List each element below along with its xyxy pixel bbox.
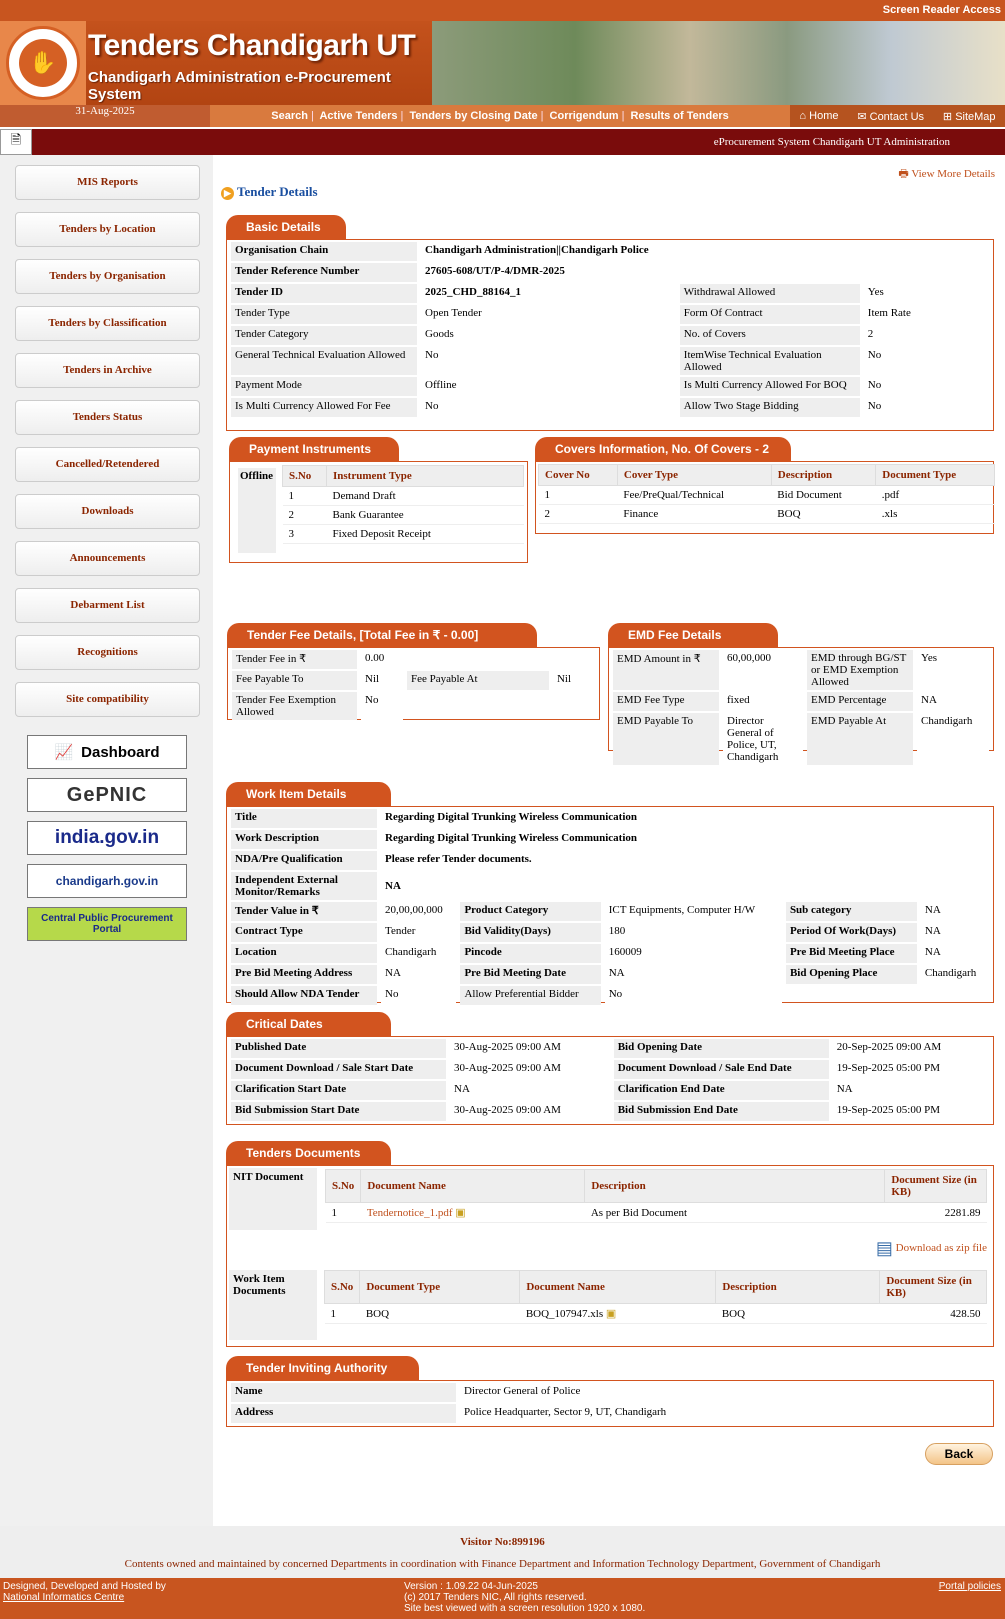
copyright: (c) 2017 Tenders NIC, All rights reserved.	[404, 1592, 587, 1603]
table-row: 2 Bank Guarantee	[283, 506, 524, 525]
critical-dates-tab: Critical Dates	[226, 1012, 391, 1036]
sidebar-tenders-by-classification[interactable]: Tenders by Classification	[15, 306, 200, 341]
table-row: 1 Demand Draft	[283, 487, 524, 506]
basic-details-panel: Organisation Chain Chandigarh Administration||Chandigarh Police Tender Reference Number 27605-608/UT/P-4/DMR-2025 Tender ID 2025_CHD_88164_1 Withdrawal Allowed Yes Tender Type Open Tender Form Of Contract Item Rate Tender Category Goods No. of Covers 2 General Technical Evaluation Allowed No ItemWise Technical Evaluation Allowed No Payment Mode Offline Is Multi Currency Allowed For BOQ No Is Multi Currency Allowed For Fee No Allow Two Stage Bidding No	[226, 239, 994, 431]
date-row: Document Download / Sale Start Date 30-Aug-2025 09:00 AM Document Download / Sale End Date 19-Sep-2025 05:00 PM	[231, 1060, 989, 1079]
tender-documents-panel	[226, 1165, 994, 1347]
work-item-tab: Work Item Details	[226, 782, 391, 806]
version: Version : 1.09.22 04-Jun-2025	[404, 1581, 538, 1592]
authority-panel: Name Director General of Police Address Police Headquarter, Sector 9, UT, Chandigarh	[226, 1380, 994, 1427]
date-row: Bid Submission Start Date 30-Aug-2025 09:00 AM Bid Submission End Date 19-Sep-2025 05:00 PM	[231, 1102, 989, 1121]
sidebar-tenders-status[interactable]: Tenders Status	[15, 400, 200, 435]
chart-icon: 📈	[54, 744, 74, 761]
document-icon: 🗎	[0, 129, 32, 155]
tender-fee-tab: Tender Fee Details, [Total Fee in ₹ - 0.00]	[227, 623, 537, 647]
nav-sitemap[interactable]: ⊞ SiteMap	[942, 110, 996, 123]
work-row: Should Allow NDA Tender No Allow Preferential Bidder No	[231, 986, 989, 1005]
basic-row: Tender Category Goods No. of Covers 2	[231, 326, 989, 345]
current-date: 31-Aug-2025	[0, 105, 210, 127]
payment-mode: Offline	[238, 468, 276, 553]
arrow-icon: ▶	[221, 187, 234, 200]
table-row: 1 BOQ BOQ_107947.xls ▣ BOQ 428.50	[325, 1304, 987, 1324]
zip-icon: ▤	[875, 1238, 893, 1258]
download-zip-link[interactable]: ▤ Download as zip file	[875, 1238, 987, 1258]
top-nav: 31-Aug-2025 Search | Active Tenders | Tenders by Closing Date | Corrigendum | Results of Tenders ⌂ Home ✉ Contact Us ⊞ SiteMap	[0, 105, 1005, 127]
owned-note: Contents owned and maintained by concerned Departments in coordination with Finance Department and Information Technology Department, Government of Chandigarh	[124, 1558, 881, 1570]
sidebar-downloads[interactable]: Downloads	[15, 494, 200, 529]
basic-row: General Technical Evaluation Allowed No ItemWise Technical Evaluation Allowed No	[231, 347, 989, 375]
basic-details-tab: Basic Details	[226, 215, 346, 239]
basic-row: Payment Mode Offline Is Multi Currency Allowed For BOQ No	[231, 377, 989, 396]
nit-table: S.No Document Name Description Document Size (in KB) 1 Tendernotice_1.pdf ▣ As per Bid Document 2281.89	[325, 1169, 987, 1223]
nav-closing-date[interactable]: Tenders by Closing Date	[409, 110, 538, 122]
nav-corrigendum[interactable]: Corrigendum	[549, 110, 619, 122]
payment-instruments-panel	[229, 461, 528, 563]
emd-fee-panel: EMD Amount in ₹ 60,00,000 EMD through BG/ST or EMD Exemption Allowed Yes EMD Fee Type fixed EMD Percentage NA EMD Payable To Director General of Police, UT, Chandigarh EMD Payable At Chandigarh	[608, 647, 994, 751]
home-icon: ⌂	[799, 110, 807, 122]
sitemap-icon: ⊞	[942, 110, 953, 123]
sidebar-tenders-in-archive[interactable]: Tenders in Archive	[15, 353, 200, 388]
dashboard-logo[interactable]: 📈 Dashboard	[27, 735, 187, 769]
certificate-icon[interactable]: ▣	[455, 1207, 466, 1219]
site-subtitle: Chandigarh Administration e-Procurement System	[88, 69, 391, 103]
chandigarh-admin-logo: ✋	[0, 21, 86, 105]
resolution-note: Site best viewed with a screen resolution 1920 x 1080.	[404, 1603, 646, 1614]
sidebar-mis-reports[interactable]: MIS Reports	[15, 165, 200, 200]
sidebar	[0, 155, 213, 1532]
site-title: Tenders Chandigarh UT	[88, 29, 416, 62]
table-row: 1 Fee/PreQual/Technical Bid Document .pdf	[539, 486, 995, 505]
sidebar-site-compatibility[interactable]: Site compatibility	[15, 682, 200, 717]
work-item-panel: Title Regarding Digital Trunking Wireless Communication Work Description Regarding Digital Trunking Wireless Communication NDA/Pre Qualification Please refer Tender documents. Independent External Monitor/Remarks NA Tender Value in ₹ 20,00,00,000 Product Category ICT Equipments, Computer H/W Sub category NA Contract Type Tender Bid Validity(Days) 180 Period Of Work(Days) NA Location Chandigarh Pincode 160009 Pre Bid Meeting Place NA Pre Bid Meeting Address NA Pre Bid Meeting Date NA Bid Opening Place Chandigarh Should Allow NDA Tender No Allow Preferential Bidder No	[226, 806, 994, 1003]
cppp-logo[interactable]: Central Public Procurement Portal	[27, 907, 187, 941]
basic-row: Tender ID 2025_CHD_88164_1 Withdrawal Allowed Yes	[231, 284, 989, 303]
sidebar-announcements[interactable]: Announcements	[15, 541, 200, 576]
nav-search[interactable]: Search	[271, 110, 308, 122]
main-content	[213, 155, 1005, 1532]
nav-home[interactable]: ⌂ Home	[799, 110, 839, 122]
footer-bar	[0, 1578, 1005, 1619]
tender-documents-tab: Tenders Documents	[226, 1141, 391, 1165]
nav-results[interactable]: Results of Tenders	[630, 110, 729, 122]
sidebar-recognitions[interactable]: Recognitions	[15, 635, 200, 670]
date-row: Clarification Start Date NA Clarification End Date NA	[231, 1081, 989, 1100]
authority-tab: Tender Inviting Authority	[226, 1356, 419, 1380]
table-row: 3 Fixed Deposit Receipt	[283, 525, 524, 544]
nit-document-link[interactable]: Tendernotice_1.pdf	[366, 1207, 453, 1219]
critical-dates-panel	[226, 1036, 994, 1125]
india-gov-logo[interactable]: india.gov.in	[27, 821, 187, 855]
nic-link[interactable]: National Informatics Centre	[3, 1592, 125, 1603]
sidebar-debarment-list[interactable]: Debarment List	[15, 588, 200, 623]
table-row: 1 Tendernotice_1.pdf ▣ As per Bid Document 2281.89	[326, 1203, 987, 1223]
screen-reader-link[interactable]: Screen Reader Access	[0, 0, 1005, 21]
table-row: 2 Finance BOQ .xls	[539, 505, 995, 524]
work-docs-label: Work Item Documents	[229, 1270, 317, 1340]
sidebar-cancelled-retendered[interactable]: Cancelled/Retendered	[15, 447, 200, 482]
work-row: Contract Type Tender Bid Validity(Days) 180 Period Of Work(Days) NA	[231, 923, 989, 942]
mail-icon: ✉	[857, 110, 867, 123]
page-title: ▶ Tender Details	[221, 184, 318, 200]
visitor-count: Visitor No:899196	[460, 1536, 545, 1548]
gepnic-logo[interactable]: GePNIC	[27, 778, 187, 812]
work-row: Tender Value in ₹ 20,00,00,000 Product Category ICT Equipments, Computer H/W Sub category NA	[231, 902, 989, 921]
chandigarh-gov-logo[interactable]: chandigarh.gov.in	[27, 864, 187, 898]
footer	[0, 1526, 1005, 1578]
payment-instruments-tab: Payment Instruments	[229, 437, 399, 461]
tender-fee-panel: Tender Fee in ₹ 0.00 Fee Payable To Nil Fee Payable At Nil Tender Fee Exemption Allowed No	[227, 647, 600, 720]
nit-label: NIT Document	[229, 1168, 317, 1230]
boq-document-link[interactable]: BOQ_107947.xls	[525, 1308, 604, 1320]
basic-row: Is Multi Currency Allowed For Fee No Allow Two Stage Bidding No	[231, 398, 989, 417]
sidebar-tenders-by-organisation[interactable]: Tenders by Organisation	[15, 259, 200, 294]
certificate-icon[interactable]: ▣	[605, 1308, 617, 1320]
portal-policies-link[interactable]: Portal policies	[938, 1581, 1001, 1592]
payment-instruments-table: S.No Instrument Type 1 Demand Draft 2 Bank Guarantee 3 Fixed Deposit Receipt	[282, 465, 524, 544]
view-more-link[interactable]: 🖶 View More Details	[898, 168, 995, 180]
date-row: Published Date 30-Aug-2025 09:00 AM Bid Opening Date 20-Sep-2025 09:00 AM	[231, 1039, 989, 1058]
sidebar-tenders-by-location[interactable]: Tenders by Location	[15, 212, 200, 247]
designed-by: Designed, Developed and Hosted by	[3, 1581, 166, 1592]
site-banner	[0, 21, 1005, 105]
back-button[interactable]: Back	[925, 1443, 993, 1465]
nav-contact[interactable]: ✉ Contact Us	[857, 110, 925, 123]
work-docs-table: S.No Document Type Document Name Description Document Size (in KB) 1 BOQ BOQ_107947.xls ▣ BOQ 428.50	[324, 1270, 987, 1324]
nav-active-tenders[interactable]: Active Tenders	[319, 110, 398, 122]
banner-photo	[432, 21, 1005, 105]
work-row: Location Chandigarh Pincode 160009 Pre Bid Meeting Place NA	[231, 944, 989, 963]
covers-table: Cover No Cover Type Description Document Type 1 Fee/PreQual/Technical Bid Document .pdf 2 Finance BOQ .xls	[538, 464, 995, 524]
work-row: Pre Bid Meeting Address NA Pre Bid Meeting Date NA Bid Opening Place Chandigarh	[231, 965, 989, 984]
covers-panel	[535, 461, 994, 534]
covers-tab: Covers Information, No. Of Covers - 2	[535, 437, 791, 461]
basic-row: Tender Type Open Tender Form Of Contract Item Rate	[231, 305, 989, 324]
emd-fee-tab: EMD Fee Details	[608, 623, 778, 647]
print-icon: 🖶	[898, 168, 909, 180]
marquee-text: eProcurement System Chandigarh UT Administration	[32, 129, 1005, 155]
